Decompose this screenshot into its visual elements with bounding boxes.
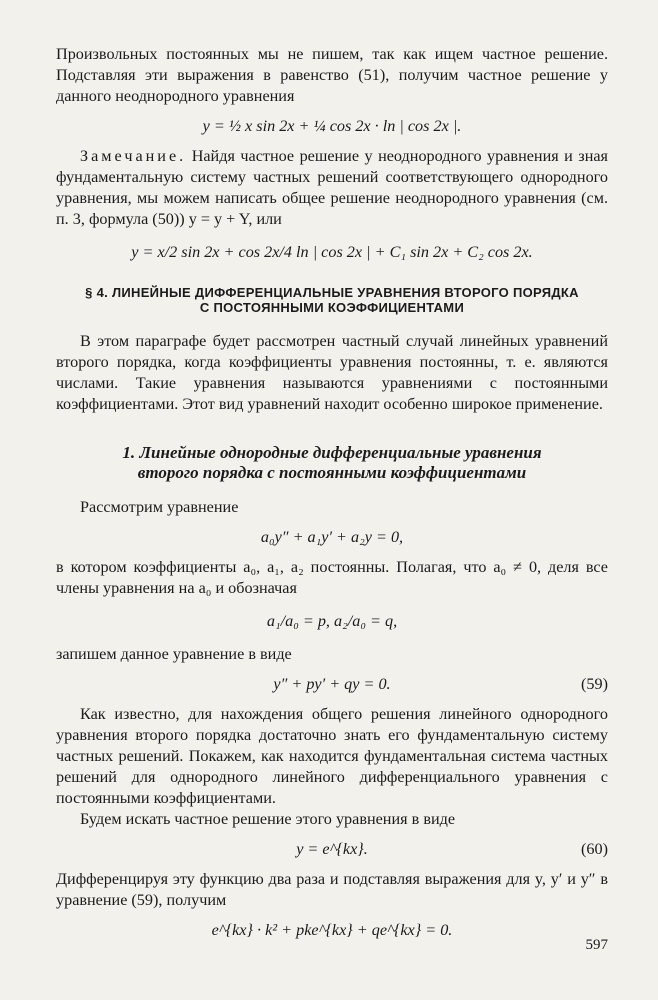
formula-60: y = e^{kx}. (60) xyxy=(296,840,608,858)
formula-pq-definition: a₁/a₀ = p, a₂/a₀ = q, xyxy=(266,612,398,630)
formula-general-solution: y = x/2 sin 2x + cos 2x/4 ln | cos 2x | + C₁ sin 2x + C₂ cos 2x. xyxy=(131,243,533,261)
page-body xyxy=(56,44,608,950)
subsection-heading-line2: второго порядка с постоянными коэффициентами xyxy=(137,463,527,482)
paragraph-remark xyxy=(56,146,608,230)
paragraph-fundamental-system: Как известно, для нахождения общего решения линейного однородного уравнения второго порядка достаточно знать его фундаментальную систему частных решений. Покажем, как находится фундаментальная система частных решений для однородного линейного дифференциального уравнения с постоянными коэффициентами. xyxy=(56,705,608,807)
formula-59: y″ + py′ + qy = 0. (59) xyxy=(273,675,608,693)
paragraph-coefficients: в котором коэффициенты a₀, a₁, a₂ постоянны. Полагая, что a₀ ≠ 0, деля все члены уравнения на a₀ и обозначая xyxy=(56,558,608,597)
equation-number-59: (59) xyxy=(581,675,608,693)
section-heading-line2: С ПОСТОЯННЫМИ КОЭФФИЦИЕНТАМИ xyxy=(199,300,465,315)
paragraph-seek-solution: Будем искать частное решение этого уравнения в виде xyxy=(80,810,456,828)
paragraph-differentiate: Дифференцируя эту функцию два раза и подставляя выражения для y, y′ и y″ в уравнение (59), получим xyxy=(56,870,608,909)
section-heading-line1: § 4. ЛИНЕЙНЫЕ ДИФФЕРЕНЦИАЛЬНЫЕ УРАВНЕНИЯ ВТОРОГО ПОРЯДКА xyxy=(85,285,579,300)
formula-particular-solution: y = ½ x sin 2x + ¼ cos 2x · ln | cos 2x |. xyxy=(202,117,462,135)
paragraph-rewrite: запишем данное уравнение в виде xyxy=(56,645,292,663)
section-heading xyxy=(56,285,608,315)
paragraph-section-intro: В этом параграфе будет рассмотрен частный случай линейных уравнений второго порядка, когда коэффициенты уравнения постоянны, т. е. являются числами. Такие уравнения называются уравнениями с постоянными коэффициентами. Этот вид уравнений находит особенно широкое применение. xyxy=(56,332,608,413)
page-number: 597 xyxy=(585,937,608,953)
paragraph-consider: Рассмотрим уравнение xyxy=(80,498,239,516)
formula-homogeneous-equation: a₀y″ + a₁y′ + a₂y = 0, xyxy=(260,528,404,546)
paragraph-intro: Произвольных постоянных мы не пишем, так как ищем частное решение. Подставляя эти выражения в равенство (51), получим частное решение y данного неоднородного уравнения xyxy=(56,45,608,105)
subsection-heading xyxy=(66,443,598,483)
equation-number-60: (60) xyxy=(581,840,608,858)
subsection-heading-line1: 1. Линейные однородные дифференциальные уравнения xyxy=(122,443,542,462)
remark-label: Замечание. xyxy=(80,147,187,165)
formula-substitution: e^{kx} · k² + pke^{kx} + qe^{kx} = 0. xyxy=(211,921,453,939)
remark-text: Найдя частное решение y неоднородного уравнения и зная фундаментальную систему частных решений соответствующего однородного уравнения, мы можем написать общее решение неоднородного уравнения (см. п. 3, формула (50)) y = y + Y, или xyxy=(56,147,608,228)
